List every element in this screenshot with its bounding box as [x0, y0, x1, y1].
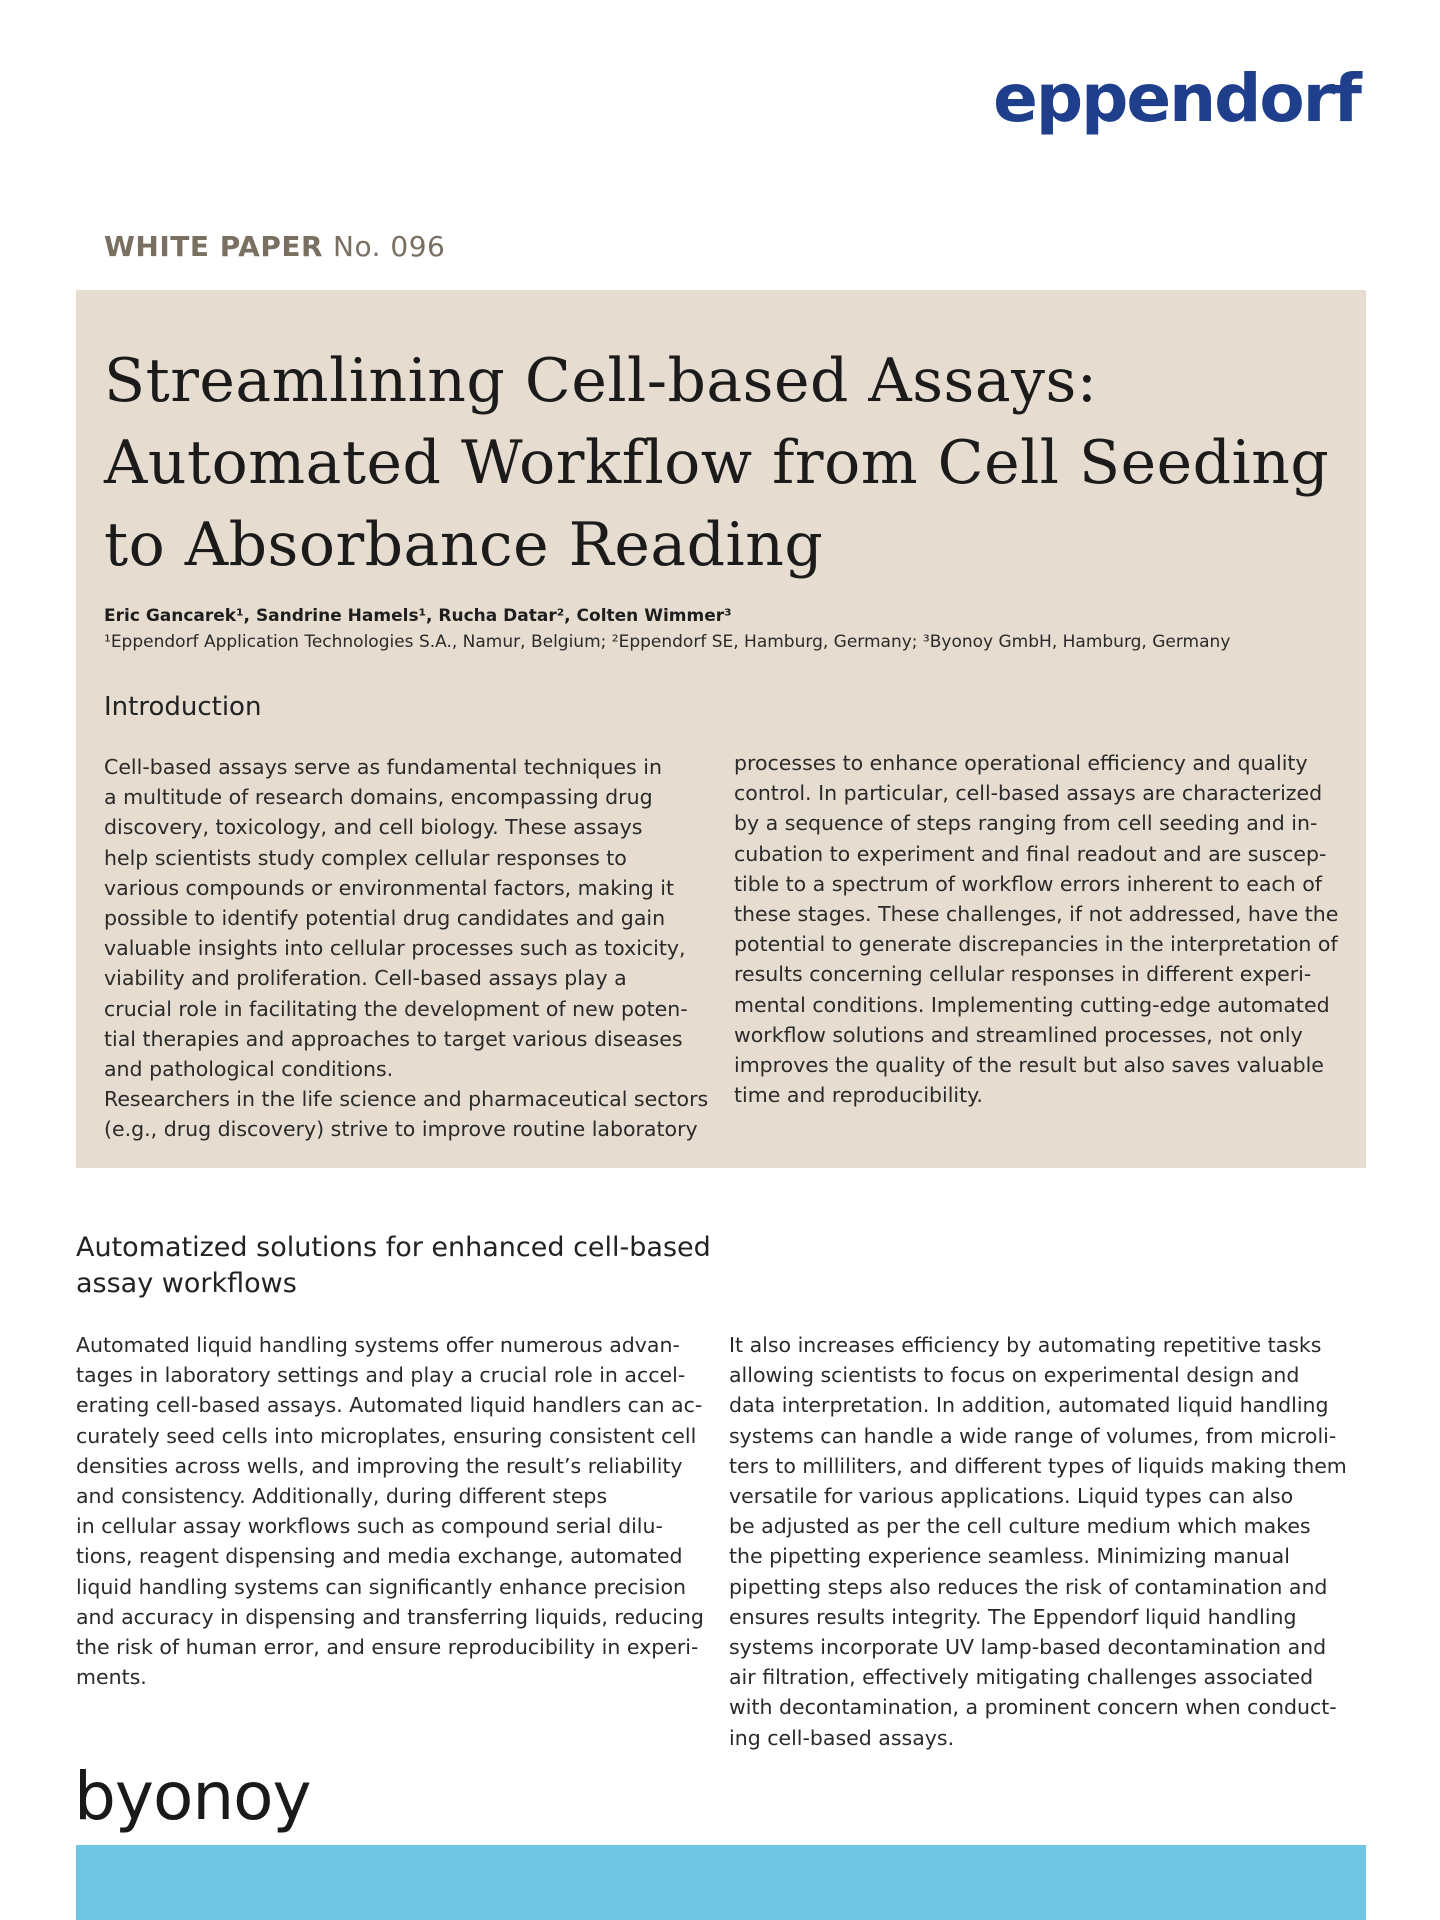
document-title: Streamlining Cell-based Assays: Automated Workflow from Cell Seeding to Absorbance Reading — [104, 346, 1330, 580]
introduction-heading: Introduction — [104, 692, 262, 722]
footer-color-bar — [76, 1845, 1366, 1920]
affiliations: ¹Eppendorf Application Technologies S.A., Namur, Belgium; ²Eppendorf SE, Hamburg, Germany; ³Byonoy GmbH, Hamburg, Germany — [104, 632, 1231, 652]
eppendorf-logo: eppendorf — [993, 60, 1360, 137]
introduction-left-column: Cell-based assays serve as fundamental techniques in a multitude of research domains, encompassing drug discovery, toxicology, and cell biology. These assays help scientists study complex cellular responses to various compounds or environmental factors, making it possible to identify potential drug candidates and gain valuable insights into cellular processes such as toxicity, viability and proliferation. Cell-based assays play a crucial role in facilitating the development of new poten- tial therapies and approaches to target various diseases and pathological conditions. Researchers in the life science and pharmaceutical sectors (e.g., drug discovery) strive to improve routine laboratory — [104, 755, 709, 1142]
author-list: Eric Gancarek¹, Sandrine Hamels¹, Rucha Datar², Colten Wimmer³ — [104, 606, 732, 626]
section-heading-automatized-solutions: Automatized solutions for enhanced cell-based assay workflows — [76, 1232, 711, 1299]
section2-left-column: Automated liquid handling systems offer numerous advan- tages in laboratory settings and play a crucial role in accel- erating cell-based assays. Automated liquid handlers can ac- curately seed cells into microplates, ensuring consistent cell densities across wells, and improving the result’s reliability and consistency. Additionally, during different steps in cellular assay workflows such as compound serial dilu- tions, reagent dispensing and media exchange, automated liquid handling systems can significantly enhance precision and accuracy in dispensing and transferring liquids, reducing the risk of human error, and ensure reproducibility in experi- ments. — [76, 1333, 704, 1690]
paper-number: No. 096 — [333, 230, 446, 263]
section2-right-column: It also increases efficiency by automating repetitive tasks allowing scientists to focus on experimental design and data interpretation. In addition, automated liquid handling systems can handle a wide range of volumes, from microli- ters to milliliters, and different types of liquids making them versatile for various applications. Liquid types can also be adjusted as per the cell culture medium which makes the pipetting experience seamless. Minimizing manual pipetting steps also reduces the risk of contamination and ensures results integrity. The Eppendorf liquid handling systems incorporate UV lamp-based decontamination and air filtration, effectively mitigating challenges associated with decontamination, a prominent concern when conduct- ing cell-based assays. — [729, 1333, 1347, 1750]
introduction-right-column: processes to enhance operational efficiency and quality control. In particular, cell-based assays are characterized by a sequence of steps ranging from cell seeding and in- cubation to experiment and final readout and are suscep- tible to a spectrum of workflow errors inherent to each of these stages. These challenges, if not addressed, have the potential to generate discrepancies in the interpretation of results concerning cellular responses in different experi- mental conditions. Implementing cutting-edge automated workflow solutions and streamlined processes, not only improves the quality of the result but also saves valuable time and reproducibility. — [734, 751, 1339, 1108]
white-paper-label — [104, 230, 445, 263]
byonoy-logo: byonoy — [74, 1758, 311, 1835]
paper-type: WHITE PAPER — [104, 230, 324, 263]
